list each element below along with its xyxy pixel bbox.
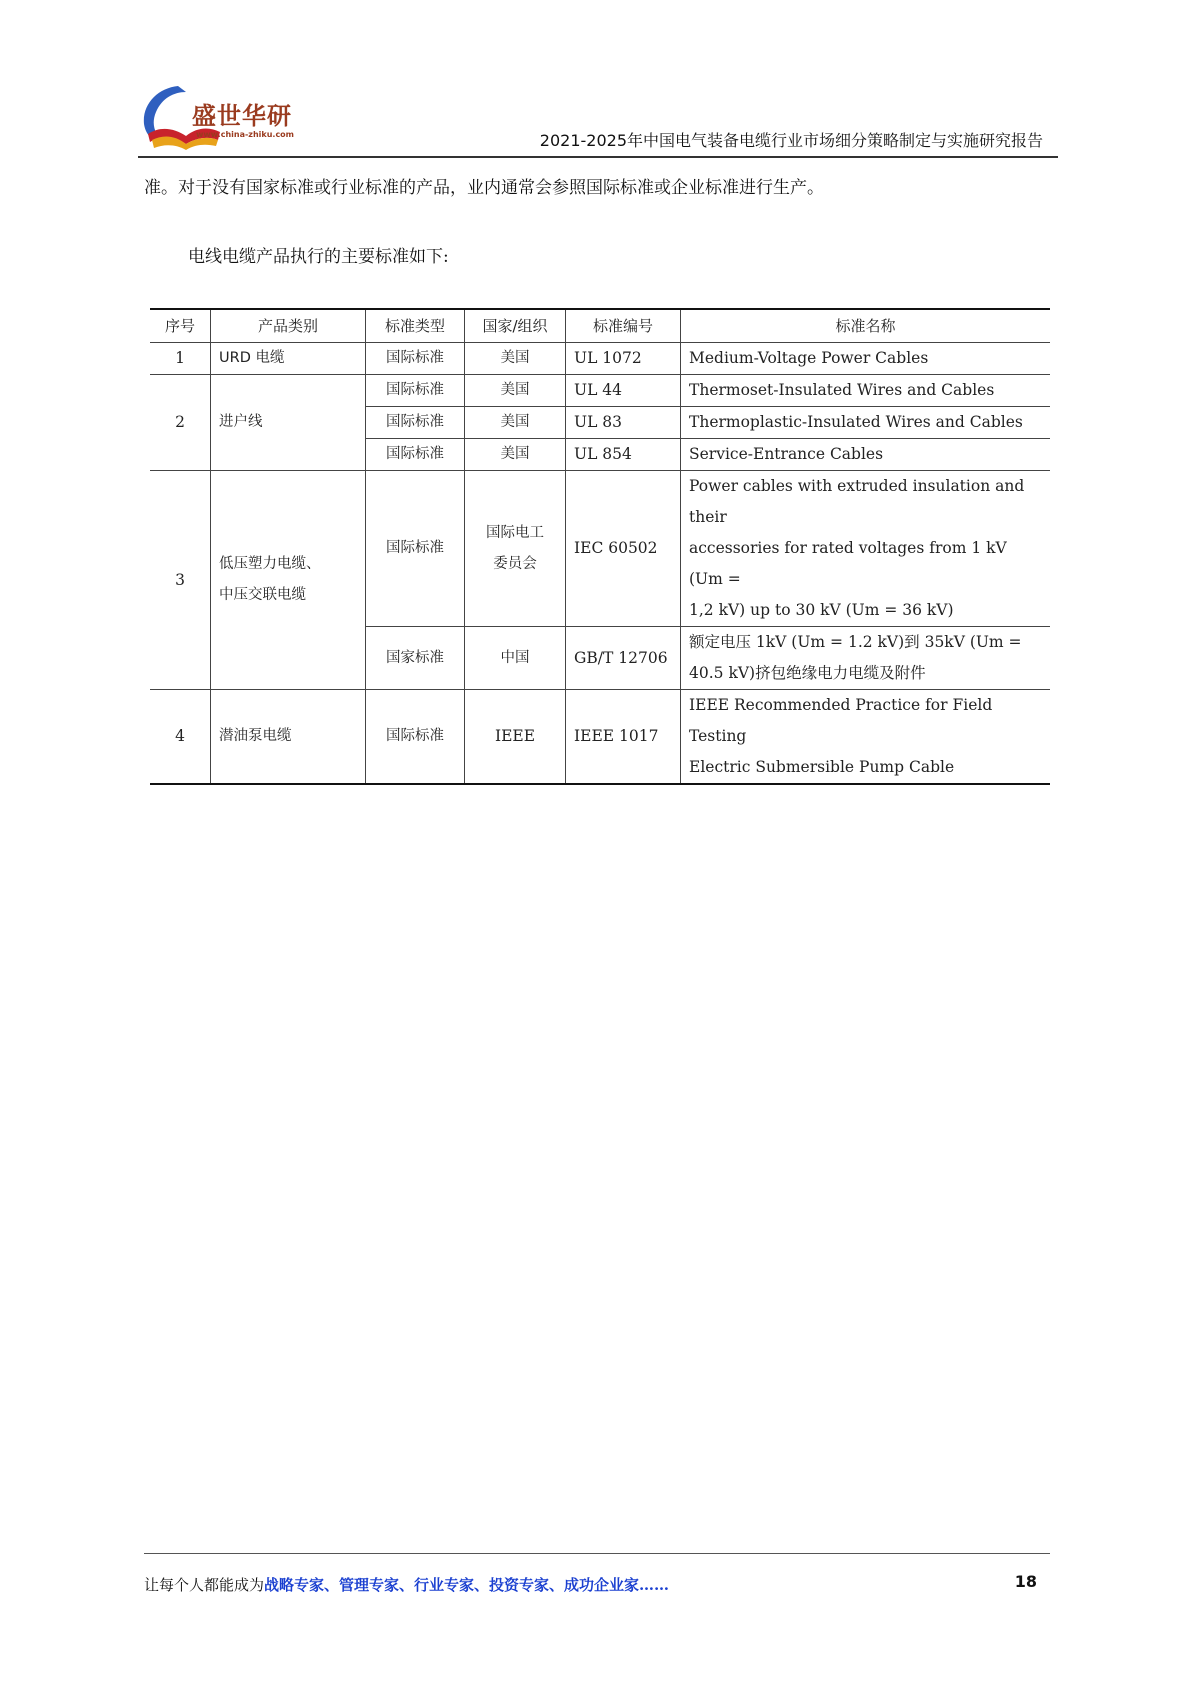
cell-name: Medium-Voltage Power Cables (681, 343, 1051, 375)
cell-code: GB/T 12706 (566, 627, 681, 690)
header-divider (138, 156, 1058, 158)
header-standard-type: 标准类型 (366, 309, 465, 343)
table-row (150, 471, 1050, 627)
cell-org (465, 471, 566, 627)
cell-org-line: 委员会 (493, 555, 537, 572)
cell-category: 进户线 (211, 375, 366, 471)
table-row (150, 690, 1050, 785)
standards-table (150, 308, 1050, 785)
cell-category-line: 低压塑力电缆、 (219, 556, 321, 572)
table-row (150, 375, 1050, 407)
header-category: 产品类别 (211, 309, 366, 343)
cell-name-line: 40.5 kV)挤包绝缘电力电缆及附件 (689, 664, 926, 682)
cell-org: 美国 (465, 407, 566, 439)
cell-name (681, 627, 1051, 690)
cell-category: URD 电缆 (211, 343, 366, 375)
table-row (150, 343, 1050, 375)
cell-name: Thermoset-Insulated Wires and Cables (681, 375, 1051, 407)
cell-name-line: accessories for rated voltages from 1 kV (Um = (689, 539, 1007, 588)
page-number: 18 (1014, 1572, 1037, 1591)
cell-code: UL 83 (566, 407, 681, 439)
cell-code: UL 1072 (566, 343, 681, 375)
cell-seq: 3 (150, 471, 211, 690)
cell-category: 潜油泵电缆 (211, 690, 366, 785)
cell-name: Service-Entrance Cables (681, 439, 1051, 471)
cell-type: 国际标准 (366, 375, 465, 407)
cell-type: 国家标准 (366, 627, 465, 690)
cell-category-line: 中压交联电缆 (219, 587, 306, 603)
cell-name (681, 471, 1051, 627)
cell-code: UL 854 (566, 439, 681, 471)
cell-category (211, 471, 366, 690)
cell-type: 国际标准 (366, 343, 465, 375)
cell-seq: 1 (150, 343, 211, 375)
cell-name: Thermoplastic-Insulated Wires and Cables (681, 407, 1051, 439)
cell-name-line: Power cables with extruded insulation and their (689, 477, 1025, 526)
cell-type: 国际标准 (366, 407, 465, 439)
body-paragraph-2: 电线电缆产品执行的主要标准如下: (188, 247, 449, 267)
footer-slogan-prefix: 让每个人都能成为 (144, 1576, 265, 1594)
cell-code: IEEE 1017 (566, 690, 681, 785)
report-title: 2021-2025年中国电气装备电缆行业市场细分策略制定与实施研究报告 (539, 131, 1043, 150)
footer-slogan (144, 1574, 669, 1595)
cell-seq: 4 (150, 690, 211, 785)
cell-seq: 2 (150, 375, 211, 471)
cell-org: 美国 (465, 343, 566, 375)
cell-org: 美国 (465, 375, 566, 407)
cell-org-line: 国际电工 (486, 524, 544, 541)
header-seq: 序号 (150, 309, 211, 343)
cell-org: 中国 (465, 627, 566, 690)
header-standard-code: 标准编号 (566, 309, 681, 343)
footer-divider (144, 1553, 1050, 1554)
cell-org: IEEE (465, 690, 566, 785)
table-header-row (150, 309, 1050, 343)
cell-name (681, 690, 1051, 785)
footer-slogan-highlight: 战略专家、管理专家、行业专家、投资专家、成功企业家…… (264, 1576, 670, 1594)
logo-url: www.china-zhiku.com (196, 130, 295, 139)
cell-code: IEC 60502 (566, 471, 681, 627)
header-standard-name: 标准名称 (681, 309, 1051, 343)
header-country-org: 国家/组织 (465, 309, 566, 343)
body-paragraph-1: 准。对于没有国家标准或行业标准的产品，业内通常会参照国际标准或企业标准进行生产。 (144, 178, 824, 198)
logo-name: 盛世华研 (192, 102, 292, 130)
cell-org: 美国 (465, 439, 566, 471)
cell-type: 国际标准 (366, 471, 465, 627)
cell-type: 国际标准 (366, 439, 465, 471)
cell-name-line: 额定电压 1kV (Um = 1.2 kV)到 35kV (Um = (689, 633, 1022, 651)
cell-code: UL 44 (566, 375, 681, 407)
cell-name-line: Electric Submersible Pump Cable (689, 758, 955, 776)
cell-name-line: 1,2 kV) up to 30 kV (Um = 36 kV) (689, 601, 954, 619)
cell-name-line: IEEE Recommended Practice for Field Testing (689, 696, 993, 745)
cell-type: 国际标准 (366, 690, 465, 785)
